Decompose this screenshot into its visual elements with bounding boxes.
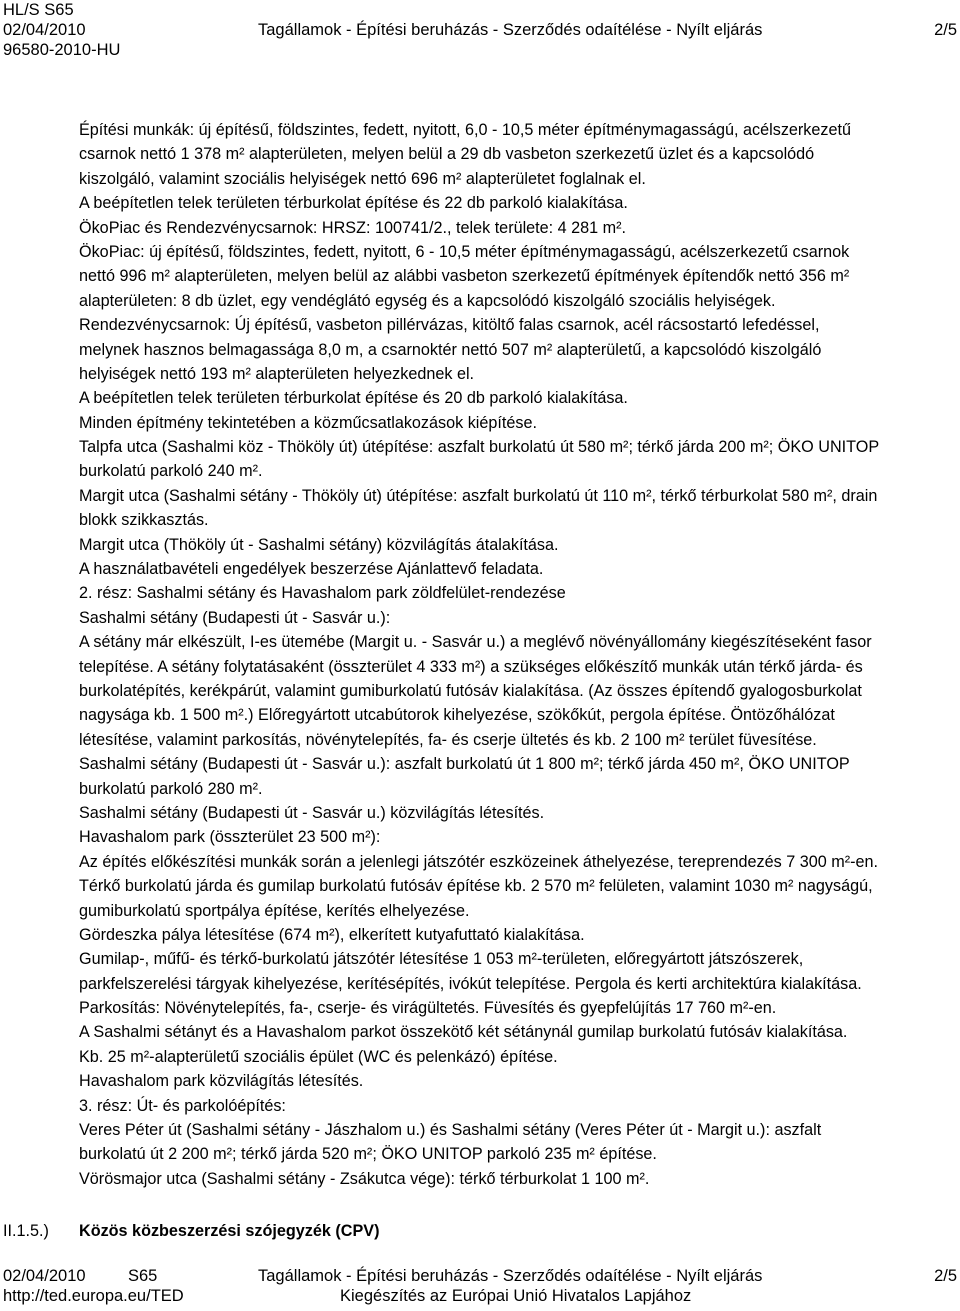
text-line: Margit utca (Sashalmi sétány - Thököly út) útépítése: aszfalt burkolatú út 110 m², térkő térburkolat 580 m², drain: [79, 486, 878, 505]
text-line: Parkosítás: Növénytelepítés, fa-, cserje- és virágültetés. Füvesítés és gyepfelújítás 17 760 m²-en.: [79, 999, 777, 1018]
section-number: II.1.5.): [3, 1222, 49, 1240]
text-line: A beépítetlen telek területen térburkolat építése és 22 db parkoló kialakítása.: [79, 194, 628, 213]
footer-page-number: 2/5: [934, 1267, 957, 1285]
header-date: 02/04/2010: [3, 21, 86, 39]
text-line: létesítése, valamint parkosítás, növénytelepítés, fa- és cserje ültetés és kb. 2 100 m² terület füvesítése.: [79, 730, 817, 749]
text-line: burkolatú parkoló 280 m².: [79, 779, 263, 798]
text-line: ÖkoPiac és Rendezvénycsarnok: HRSZ: 100741/2., telek területe: 4 281 m².: [79, 218, 627, 237]
text-line: ÖkoPiac: új építésű, földszintes, fedett, nyitott, 6 - 10,5 méter építménymagasságú, acélszerkezetű csarnok: [79, 242, 850, 261]
text-line: 3. rész: Út- és parkolóépítés:: [79, 1096, 286, 1115]
text-line: nagysága kb. 1 500 m².) Előregyártott utcabútorok kihelyezése, szökőkút, pergola építése. Öntözőhálózat: [79, 706, 835, 725]
text-line: Gördeszka pálya létesítése (674 m²), elkerített kutyafuttató kialakítása.: [79, 925, 585, 944]
text-line: gumiburkolatú sportpálya építése, kerítés elhelyezése.: [79, 901, 470, 920]
text-line: A Sashalmi sétányt és a Havashalom parkot összekötő két sétánynál gumilap burkolatú futósáv kialakítása.: [79, 1023, 848, 1042]
text-line: Margit utca (Thököly út - Sashalmi sétány) közvilágítás átalakítása.: [79, 535, 559, 554]
text-line: Térkő burkolatú járda és gumilap burkolatú futósáv építése kb. 2 570 m² felületen, valamint 1030 m² nagyságú,: [79, 877, 873, 896]
doc-id: 96580-2010-HU: [3, 41, 121, 59]
text-line: burkolatú út 2 200 m²; térkő járda 520 m²; ÖKO UNITOP parkoló 235 m² építése.: [79, 1145, 657, 1164]
footer-url-link[interactable]: http://ted.europa.eu/TED: [3, 1287, 184, 1305]
text-line: melynek hasznos belmagassága 8,0 m, a csarnoktér nettó 507 m² alapterületű, a kapcsolódó kiszolgáló: [79, 340, 822, 359]
text-line: Havashalom park közvilágítás létesítés.: [79, 1072, 364, 1091]
text-line: Építési munkák: új építésű, földszintes, fedett, nyitott, 6,0 - 10,5 méter építménymagasságú, acélszerkezetű: [79, 121, 852, 139]
text-line: Minden építmény tekintetében a közműcsatlakozások kiépítése.: [79, 413, 538, 432]
header-title: Tagállamok - Építési beruházás - Szerződés odaítélése - Nyílt eljárás: [258, 21, 763, 39]
footer-title: Tagállamok - Építési beruházás - Szerződés odaítélése - Nyílt eljárás: [258, 1267, 763, 1285]
text-line: helyiségek nettó 193 m² alapterületen helyezkednek el.: [79, 364, 475, 383]
text-line: Kb. 25 m²-alapterületű szociális épület (WC és pelenkázó) építése.: [79, 1047, 558, 1066]
text-line: Sashalmi sétány (Budapesti út - Sasvár u.):: [79, 608, 391, 627]
text-line: parkfelszerelési tárgyak kihelyezése, kerítésépítés, ivókút telepítése. Pergola és kerti architektúra kialakítása.: [79, 974, 862, 993]
text-line: csarnok nettó 1 378 m² alapterületen, melyen belül a 29 db vasbeton szerkezetű üzlet és a kapcsolódó: [79, 145, 815, 164]
text-line: burkolatú parkoló 240 m².: [79, 462, 263, 481]
text-line: telepítése. A sétány folytatásaként (összterület 4 333 m²) a szükséges előkészítő munkák után térkő járda- és: [79, 657, 863, 676]
text-line: Az építés előkészítési munkák során a jelenlegi játszótér eszközeinek áthelyezése, tereprendezés 7 300 m²-en.: [79, 852, 879, 871]
text-line: A beépítetlen telek területen térburkolat építése és 20 db parkoló kialakítása.: [79, 389, 628, 408]
text-line: 2. rész: Sashalmi sétány és Havashalom park zöldfelület-rendezése: [79, 584, 566, 603]
text-line: A használatbavételi engedélyek beszerzése Ajánlattevő feladata.: [79, 560, 544, 579]
page-header: [0, 0, 960, 60]
doc-code: HL/S S65: [3, 1, 74, 19]
text-line: kiszolgáló, valamint szociális helyiségek nettó 696 m² alapterületet foglalnak el.: [79, 169, 646, 188]
text-line: Sashalmi sétány (Budapesti út - Sasvár u.): aszfalt burkolatú út 1 800 m²; térkő járda 450 m², ÖKO UNITOP: [79, 755, 850, 774]
page-footer: [0, 1266, 960, 1306]
body-text: [79, 118, 957, 1191]
text-line: Havashalom park (összterület 23 500 m²):: [79, 828, 381, 847]
text-line: Veres Péter út (Sashalmi sétány - Jászhalom u.) és Sashalmi sétány (Veres Péter út - Margit u.): aszfalt: [79, 1121, 822, 1140]
footer-series: S65: [128, 1267, 158, 1285]
text-line: Sashalmi sétány (Budapesti út - Sasvár u.) közvilágítás létesítés.: [79, 803, 545, 822]
text-line: A sétány már elkészült, I-es ütemébe (Margit u. - Sasvár u.) a meglévő növényállomány kiegészítéseként fasor: [79, 633, 872, 652]
text-line: Rendezvénycsarnok: Új építésű, vasbeton pillérvázas, kitöltő falas csarnok, acél rácsostartó lefedéssel,: [79, 316, 820, 335]
text-line: Vörösmajor utca (Sashalmi sétány - Zsákutca vége): térkő térburkolat 1 100 m².: [79, 1169, 650, 1188]
footer-publisher: Kiegészítés az Európai Unió Hivatalos Lapjához: [340, 1287, 692, 1305]
text-line: alapterületen: 8 db üzlet, egy vendéglátó egység és a kapcsolódó kiszolgáló szociális helyiségek.: [79, 291, 776, 310]
text-line: Talpfa utca (Sashalmi köz - Thököly út) útépítése: aszfalt burkolatú út 580 m²; térkő járda 200 m²; ÖKO UNITOP: [79, 438, 880, 457]
header-page-number: 2/5: [934, 21, 957, 39]
text-line: nettó 996 m² alapterületen, melyen belül az alábbi vasbeton szerkezetű építmények építendők nettó 356 m²: [79, 267, 850, 286]
text-line: Gumilap-, műfű- és térkő-burkolatú játszótér létesítése 1 053 m²-területen, előregyártott játszószerek,: [79, 950, 804, 969]
section-title: Közös közbeszerzési szójegyzék (CPV): [79, 1222, 380, 1240]
footer-date: 02/04/2010: [3, 1267, 86, 1285]
text-line: burkolatépítés, kerékpárút, valamint gumiburkolatú futósáv kialakítása. (Az összes építendő gyalogosburkolat: [79, 681, 862, 700]
text-line: blokk szikkasztás.: [79, 511, 209, 530]
